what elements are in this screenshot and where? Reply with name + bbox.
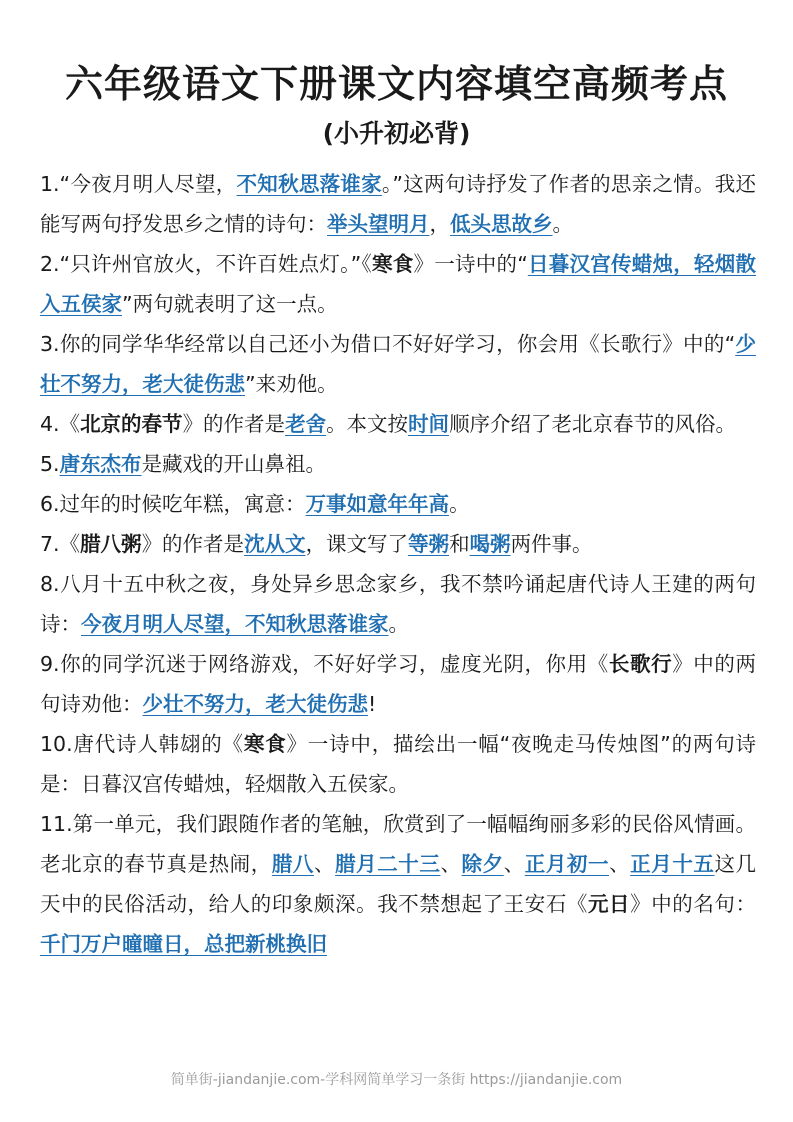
- question-text: 、: [440, 852, 462, 876]
- question-list: [40, 164, 756, 964]
- book-title-text: 北京的春节: [80, 412, 183, 436]
- question-text: 3.你的同学华华经常以自己还小为借口不好好学习，你会用《长歌行》中的“: [40, 332, 736, 356]
- answer-text: 少壮不努力，老大徒伤悲: [142, 692, 368, 716]
- question-text: 2.“只许州官放火，不许百姓点灯。”《: [40, 252, 372, 276]
- question-item: [40, 564, 756, 644]
- question-text: 顺序介绍了老北京春节的风俗。: [449, 412, 737, 436]
- answer-text: 腊月二十三: [335, 852, 441, 876]
- question-text: ”两句就表明了这一点。: [122, 292, 338, 316]
- question-text: 4.《: [40, 412, 81, 436]
- answer-text: 千门万户曈曈日，总把新桃换旧: [40, 932, 327, 956]
- book-title-text: 寒食: [371, 252, 414, 276]
- question-text: 。”这两句诗抒发了作者的思亲之情。我还能写两句抒发思乡之情的诗句：: [40, 172, 756, 236]
- question-item: [40, 444, 756, 484]
- question-text: 。: [449, 492, 470, 516]
- answer-text: 少壮不努力，老大徒伤悲: [40, 332, 756, 396]
- question-text: 9.你的同学沉迷于网络游戏，不好好学习，虚度光阴，你用《: [40, 652, 609, 676]
- question-text: 7.《: [40, 532, 81, 556]
- book-title-text: 腊八粥: [80, 532, 142, 556]
- question-text: 11.第一单元，我们跟随作者的笔触，欣赏到了一幅幅绚丽多彩的民俗风情画。老北京的春节真是热闹，: [40, 812, 756, 876]
- answer-text: 老舍: [285, 412, 327, 436]
- book-title-text: 元日: [587, 892, 631, 916]
- question-text: 5.: [40, 452, 60, 476]
- answer-text: 正月十五: [630, 852, 715, 876]
- question-text: 1.“今夜月明人尽望，: [40, 172, 237, 196]
- question-text: 是藏戏的开山鼻祖。: [141, 452, 327, 476]
- answer-text: 喝粥: [469, 532, 511, 556]
- question-text: ，课文写了: [305, 532, 409, 556]
- question-text: 。本文按: [326, 412, 409, 436]
- answer-text: 万事如意年年高: [305, 492, 450, 516]
- question-text: 》的作者是: [182, 412, 286, 436]
- answer-text: 举头望明月: [327, 212, 430, 236]
- question-text: 、: [503, 852, 525, 876]
- question-text: 》中的名句：: [630, 892, 757, 916]
- answer-text: 时间: [408, 412, 450, 436]
- question-text: 和: [449, 532, 470, 556]
- answer-text: 低头思故乡: [450, 212, 553, 236]
- question-text: 。: [552, 212, 573, 236]
- question-text: 、: [609, 852, 631, 876]
- question-text: 、: [314, 852, 336, 876]
- question-text: ”来劝他。: [245, 372, 338, 396]
- question-text: 两件事。: [510, 532, 593, 556]
- question-text: 10.唐代诗人韩翃的《: [40, 732, 244, 756]
- question-text: 8.八月十五中秋之夜，身处异乡思念家乡，我不禁吟诵起唐代诗人王建的两句诗：: [40, 572, 756, 636]
- question-item: [40, 804, 756, 964]
- answer-text: 除夕: [461, 852, 504, 876]
- answer-text: 唐东杰布: [59, 452, 142, 476]
- answer-text: 等粥: [408, 532, 450, 556]
- question-item: [40, 324, 756, 404]
- footer-watermark: 简单街-jiandanjie.com-学科网简单学习一条街 https://jiandanjie.com: [170, 1072, 623, 1088]
- question-text: 。: [388, 612, 409, 636]
- question-item: [40, 724, 756, 804]
- answer-text: 正月初一: [524, 852, 610, 876]
- question-text: !: [368, 692, 377, 716]
- question-item: [40, 644, 756, 724]
- question-item: [40, 524, 756, 564]
- question-text: 》一诗中的“: [413, 252, 528, 276]
- question-item: [40, 484, 756, 524]
- answer-text: 不知秋思落谁家: [236, 172, 382, 196]
- question-text: 这几天中的民俗活动，给人的印象颇深。我不禁想起了王安石《: [40, 852, 757, 916]
- question-text: ，: [429, 212, 450, 236]
- book-title-text: 长歌行: [608, 652, 673, 676]
- page-title: 六年级语文下册课文内容填空高频考点: [64, 62, 728, 106]
- answer-text: 腊八: [271, 852, 314, 876]
- question-item: [40, 244, 756, 324]
- question-text: 》一诗中，描绘出一幅“夜晚走马传烛图”的两句诗是：日暮汉宫传蜡烛，轻烟散入五侯家。: [40, 732, 756, 796]
- question-item: [40, 164, 756, 244]
- answer-text: 沈从文: [244, 532, 306, 556]
- answer-text: 日暮汉宫传蜡烛，轻烟散入五侯家: [40, 252, 757, 316]
- book-title-text: 寒食: [243, 732, 287, 756]
- question-text: 6.过年的时候吃年糕，寓意：: [40, 492, 306, 516]
- question-text: 》中的两句诗劝他：: [40, 652, 757, 716]
- answer-text: 今夜月明人尽望，不知秋思落谁家: [81, 612, 389, 636]
- question-text: 》的作者是: [141, 532, 245, 556]
- question-item: [40, 404, 756, 444]
- page-subtitle: (小升初必背): [322, 119, 471, 148]
